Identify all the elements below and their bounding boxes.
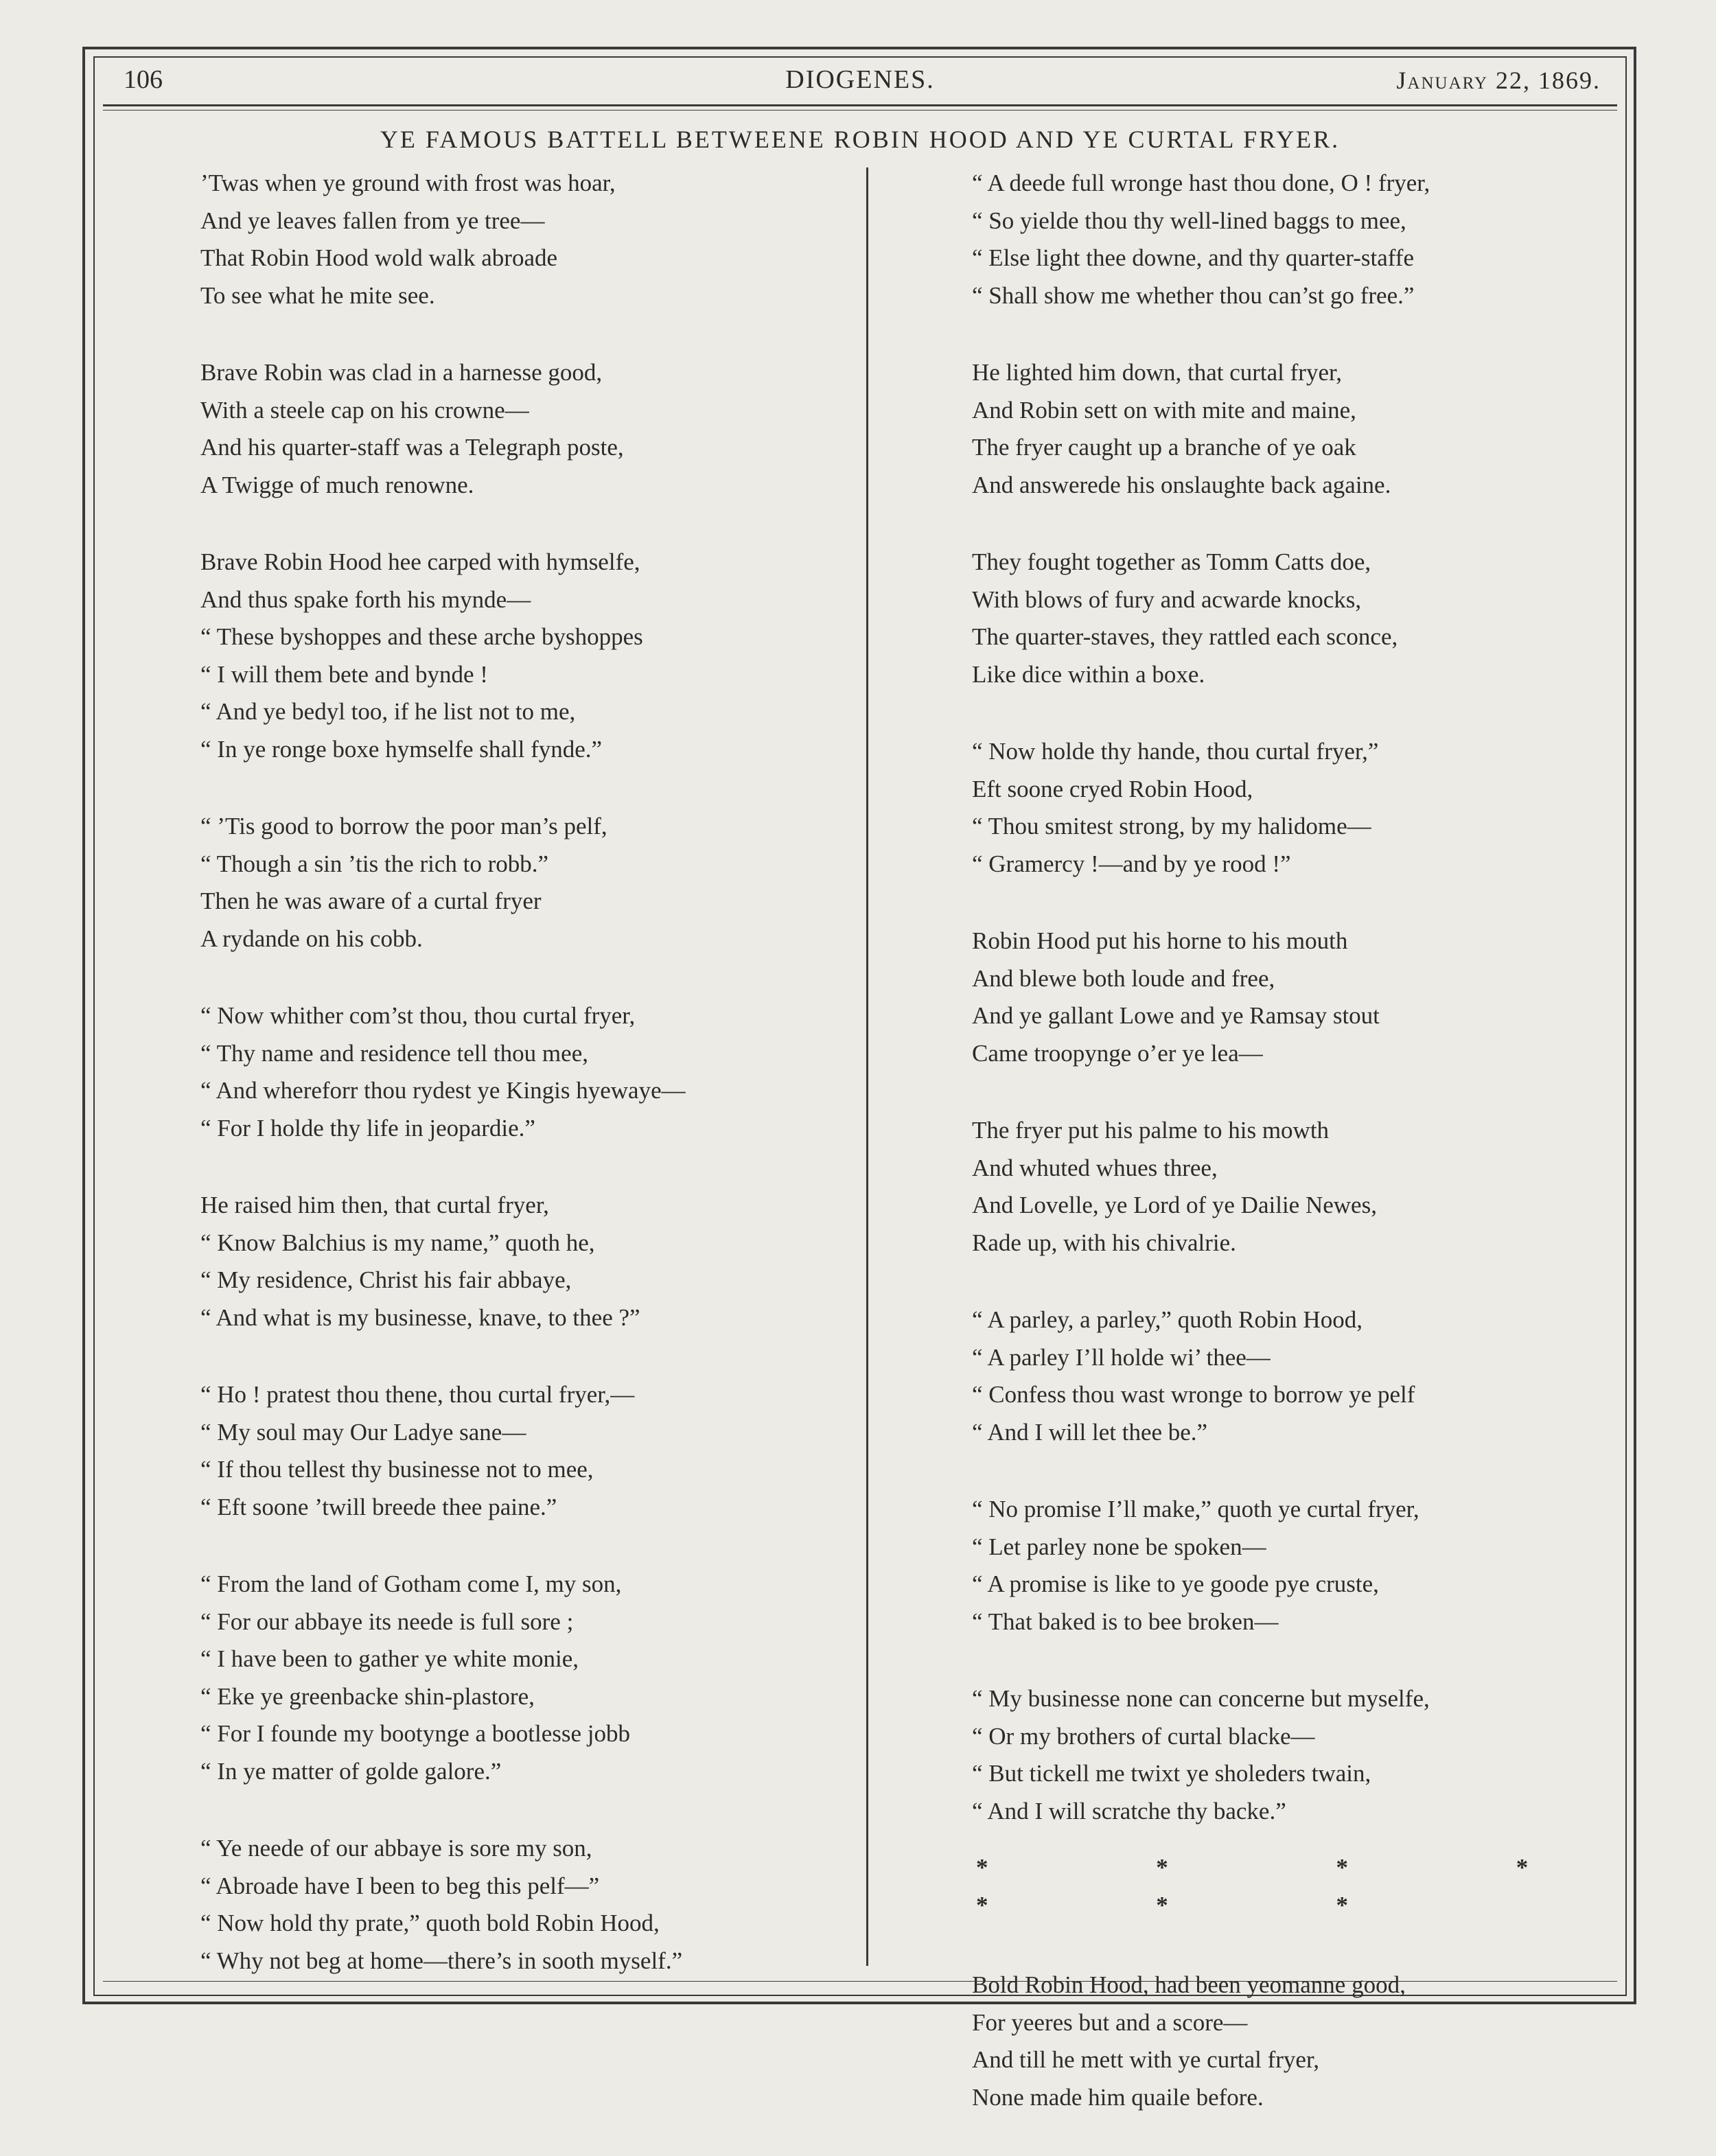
- right-column: [972, 165, 1631, 2156]
- verse-line: “ Eke ye greenbacke shin-plastore,: [200, 1682, 535, 1710]
- verse-line: That Robin Hood wold walk abroade: [200, 244, 558, 271]
- verse-line: “ And what is my businesse, knave, to thee ?”: [200, 1303, 640, 1331]
- verse-line: “ For our abbaye its neede is full sore ;: [200, 1608, 574, 1635]
- verse-line: He lighted him down, that curtal fryer,: [972, 359, 1342, 386]
- verse-line: “ A parley I’ll holde wi’ thee—: [972, 1343, 1271, 1371]
- verse-line: “ Or my brothers of curtal blacke—: [972, 1722, 1315, 1750]
- verse-line: For yeeres but and a score—: [972, 2008, 1248, 2036]
- verse-line: A rydande on his cobb.: [200, 925, 423, 952]
- verse-line: He raised him then, that curtal fryer,: [200, 1192, 549, 1218]
- stanza: [200, 1830, 846, 1980]
- stanza: [200, 544, 846, 768]
- footer-rule: [103, 1981, 1617, 1982]
- verse-line: “ Why not beg at home—there’s in sooth myself.”: [200, 1947, 683, 1974]
- verse-line: “ My residence, Christ his fair abbaye,: [200, 1266, 572, 1293]
- verse-line: “ And I will scratche thy backe.”: [972, 1797, 1286, 1824]
- verse-line: And answerede his onslaughte back againe.: [972, 471, 1391, 498]
- stanza: [200, 354, 846, 504]
- stanza: [972, 923, 1631, 1072]
- verse-line: “ No promise I’ll make,” quoth ye curtal fryer,: [972, 1496, 1419, 1522]
- verse-line: “ Else light thee downe, and thy quarter-staffe: [972, 244, 1414, 271]
- verse-line: ’Twas when ye ground with frost was hoar,: [200, 170, 616, 196]
- stanza: [972, 354, 1631, 504]
- verse-line: “ Let parley none be spoken—: [972, 1533, 1266, 1560]
- verse-line: “ Ho ! pratest thou thene, thou curtal fryer,—: [200, 1381, 635, 1408]
- verse-line: “ Thou smitest strong, by my halidome—: [972, 813, 1371, 839]
- verse-line: Brave Robin Hood hee carped with hymselfe,: [200, 548, 640, 575]
- verse-line: And ye leaves fallen from ye tree—: [200, 207, 545, 234]
- verse-line: “ ’Tis good to borrow the poor man’s pelf,: [200, 813, 607, 839]
- verse-line: “ From the land of Gotham come I, my son,: [200, 1570, 622, 1597]
- column-divider: [866, 167, 868, 1966]
- verse-line: “ These byshoppes and these arche byshoppes: [200, 623, 643, 650]
- verse-line: “ I have been to gather ye white monie,: [200, 1645, 579, 1672]
- verse-line: They fought together as Tomm Catts doe,: [972, 548, 1371, 575]
- verse-line: “ Know Balchius is my name,” quoth he,: [200, 1229, 595, 1256]
- verse-line: Like dice within a boxe.: [972, 660, 1205, 688]
- verse-line: “ Now holde thy hande, thou curtal fryer,”: [972, 738, 1379, 765]
- stanza: [200, 808, 846, 958]
- verse-line: The fryer caught up a branche of ye oak: [972, 434, 1356, 461]
- verse-line: And ye gallant Lowe and ye Ramsay stout: [972, 1002, 1380, 1029]
- verse-line: “ For I founde my bootynge a bootlesse jobb: [200, 1720, 631, 1747]
- left-column: [200, 165, 846, 2019]
- verse-line: “ And I will let thee be.”: [972, 1418, 1208, 1446]
- verse-line: None made him quaile before.: [972, 2083, 1264, 2111]
- verse-line: With a steele cap on his crowne—: [200, 396, 529, 424]
- verse-line: A Twigge of much renowne.: [200, 471, 474, 498]
- stanza: [200, 1566, 846, 1790]
- stanza: [972, 1680, 1631, 1830]
- stanza: [972, 1491, 1631, 1641]
- stanza: [200, 1376, 846, 1526]
- stanza: [972, 1112, 1631, 1262]
- stanza: [972, 165, 1631, 314]
- stanza: [200, 1187, 846, 1336]
- verse-line: And blewe both loude and free,: [972, 964, 1275, 992]
- verse-line: Came troopynge o’er ye lea—: [972, 1039, 1263, 1067]
- verse-line: Rade up, with his chivalrie.: [972, 1229, 1236, 1256]
- verse-line: “ In ye matter of golde galore.”: [200, 1757, 502, 1785]
- page-header: [103, 63, 1617, 103]
- header-rule: [103, 104, 1617, 106]
- verse-line: To see what he mite see.: [200, 281, 435, 309]
- stanza: [972, 733, 1631, 883]
- verse-line: Eft soone cryed Robin Hood,: [972, 775, 1253, 802]
- verse-line: “ That baked is to bee broken—: [972, 1608, 1279, 1635]
- verse-line: “ A parley, a parley,” quoth Robin Hood,: [972, 1306, 1363, 1333]
- verse-line: And till he mett with ye curtal fryer,: [972, 2046, 1319, 2073]
- verse-line: With blows of fury and acwarde knocks,: [972, 586, 1362, 613]
- verse-line: Robin Hood put his horne to his mouth: [972, 927, 1348, 954]
- verse-line: “ Now hold thy prate,” quoth bold Robin Hood,: [200, 1910, 660, 1936]
- verse-line: “ Confess thou wast wronge to borrow ye pelf: [972, 1381, 1415, 1408]
- verse-line: And thus spake forth his mynde—: [200, 586, 531, 613]
- stanza: [200, 997, 846, 1147]
- verse-line: “ My businesse none can concerne but myselfe,: [972, 1685, 1430, 1712]
- verse-line: The quarter-staves, they rattled each sconce,: [972, 623, 1398, 650]
- verse-line: “ I will them bete and bynde !: [200, 660, 488, 688]
- verse-line: And Lovelle, ye Lord of ye Dailie Newes,: [972, 1192, 1377, 1218]
- verse-line: “ And whereforr thou rydest ye Kingis hyewaye—: [200, 1077, 686, 1104]
- magazine-title: DIOGENES.: [785, 65, 935, 94]
- verse-line: And Robin sett on with mite and maine,: [972, 396, 1356, 424]
- verse-line: “ Thy name and residence tell thou mee,: [200, 1039, 588, 1067]
- verse-line: “ And ye bedyl too, if he list not to me,: [200, 698, 576, 725]
- verse-line: “ In ye ronge boxe hymselfe shall fynde.”: [200, 735, 603, 763]
- verse-line: And whuted whues three,: [972, 1154, 1218, 1181]
- verse-line: “ But tickell me twixt ye sholeders twain,: [972, 1760, 1371, 1787]
- verse-line: “ If thou tellest thy businesse not to mee,: [200, 1456, 594, 1483]
- issue-date: January 22, 1869.: [1396, 67, 1601, 94]
- stanza: [972, 1301, 1631, 1451]
- poem-title: YE FAMOUS BATTELL BETWEENE ROBIN HOOD AND YE CURTAL FRYER.: [380, 126, 1341, 153]
- stanza: [972, 544, 1631, 693]
- verse-line: “ Ye neede of our abbaye is sore my son,: [200, 1835, 592, 1862]
- verse-line: Then he was aware of a curtal fryer: [200, 888, 542, 914]
- verse-line: “ Eft soone ’twill breede thee paine.”: [200, 1493, 557, 1520]
- verse-line: “ So yielde thou thy well-lined baggs to mee,: [972, 207, 1406, 234]
- stanza: [972, 1967, 1631, 2116]
- verse-line: “ For I holde thy life in jeopardie.”: [200, 1114, 535, 1141]
- verse-line: And his quarter-staff was a Telegraph poste,: [200, 434, 624, 461]
- verse-line: “ Shall show me whether thou can’st go free.”: [972, 281, 1415, 309]
- verse-line: “ A deede full wronge hast thou done, O ! fryer,: [972, 170, 1430, 196]
- stanza: [200, 165, 846, 314]
- verse-line: “ Abroade have I been to beg this pelf—”: [200, 1872, 600, 1899]
- section-separator: * * * * * * *: [976, 1854, 1610, 1919]
- verse-line: The fryer put his palme to his mowth: [972, 1117, 1330, 1144]
- verse-line: “ Now whither com’st thou, thou curtal fryer,: [200, 1002, 636, 1029]
- verse-line: Brave Robin was clad in a harnesse good,: [200, 359, 603, 386]
- verse-line: Bold Robin Hood, had been yeomanne good,: [972, 1971, 1406, 1998]
- verse-line: “ A promise is like to ye goode pye cruste,: [972, 1570, 1379, 1597]
- page-number: 106: [124, 65, 163, 94]
- header-rule-thin: [103, 110, 1617, 111]
- verse-line: “ Though a sin ’tis the rich to robb.”: [200, 850, 549, 877]
- verse-line: “ Gramercy !—and by ye rood !”: [972, 850, 1291, 877]
- verse-line: “ My soul may Our Ladye sane—: [200, 1418, 526, 1446]
